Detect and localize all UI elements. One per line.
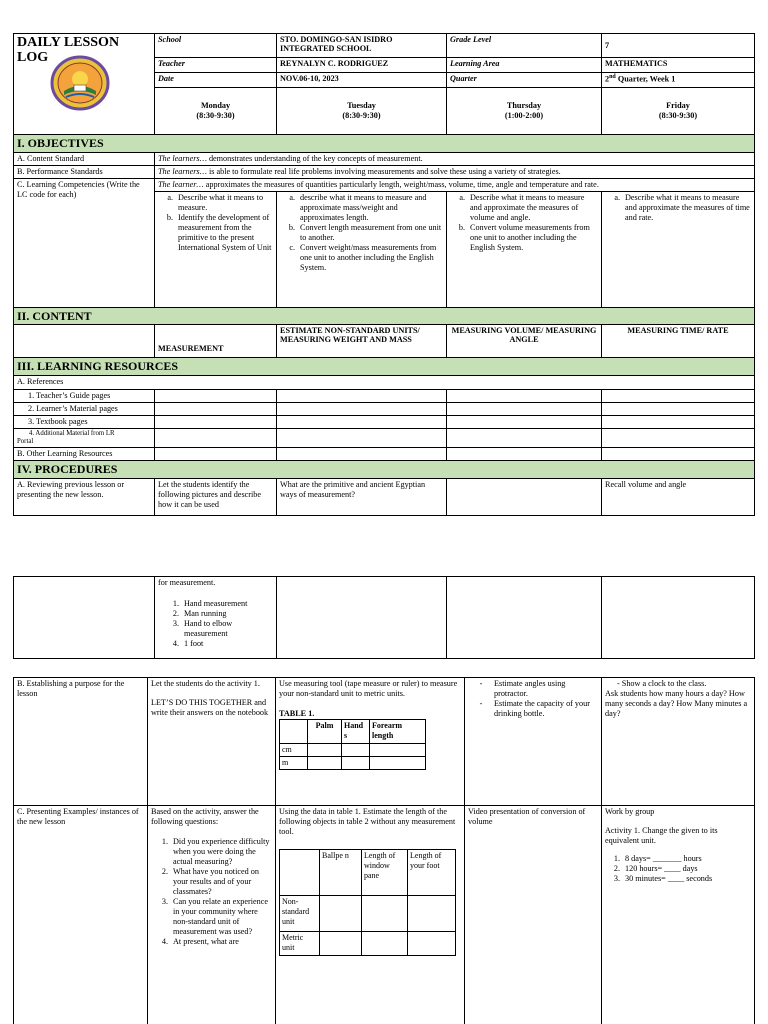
list-item: - Estimate the capacity of your drinking bottle.	[479, 699, 590, 718]
list-item: 2. 120 hours= ____ days	[613, 864, 698, 873]
resource-lm-pages: 2. Learner’s Material pages	[14, 402, 155, 415]
resource-additional: 4. Additional Material from LR Portal	[14, 428, 155, 447]
school-value-line-1: STO. DOMINGO-SAN ISIDRO	[280, 35, 393, 44]
day-header-tuesday: Tuesday (8:30-9:30)	[277, 88, 447, 135]
procedure-b-label: B. Establishing a purpose for the lesson	[14, 678, 148, 806]
title-line-1: DAILY LESSON	[17, 35, 120, 50]
list-item: 3. Can you relate an experience in your community where non-standard unit of measurement was used?	[161, 897, 269, 936]
date-value: NOV.06-10, 2023	[277, 73, 447, 88]
list-item: b. Convert length measurement from one unit to another.	[288, 222, 442, 242]
school-value	[277, 34, 447, 58]
procedure-c-monday: Based on the activity, answer the following questions: 1. Did you experience difficulty when you were doing the actual measuring? 2. What have you noticed on your results and of your classmates? 3. Can you relate an experience in your community where non-standard unit of measurement was used? 4. At present, what are	[148, 806, 276, 1024]
school-label: School	[155, 34, 277, 58]
list-item: 1. Hand measurement	[172, 599, 248, 608]
content-tuesday: ESTIMATE NON-STANDARD UNITS/ MEASURING WEIGHT AND MASS	[277, 325, 447, 358]
table-2-row-nonstandard: Non-standard unit	[280, 896, 320, 932]
procedure-a-friday: Recall volume and angle	[602, 478, 755, 515]
lesson-log-table	[13, 33, 755, 516]
procedure-a-monday-cont: for measurement. 1. Hand measurement 2. Man running 3. Hand to elbow measurement 4. 1 foot	[155, 577, 277, 659]
procedure-b-friday: - Show a clock to the class. Ask students how many hours a day? How many seconds a day? How Many minutes a day?	[602, 678, 755, 806]
competencies-label: C. Learning Competencies (Write the LC code for each)	[14, 178, 155, 307]
content-standard-label: A. Content Standard	[14, 152, 155, 165]
competencies-monday	[155, 191, 277, 307]
list-item: 1. Did you experience difficulty when you were doing the actual measuring?	[161, 837, 270, 866]
competencies-thursday	[447, 191, 602, 307]
performance-standard-value: The learners… is able to formulate real life problems involving measurements and solve these using a variety of strategies.	[155, 165, 755, 178]
area-label: Learning Area	[447, 58, 602, 73]
resources-heading: III. LEARNING RESOURCES	[14, 358, 755, 376]
content-thursday: MEASURING VOLUME/ MEASURING ANGLE	[447, 325, 602, 358]
area-value: MATHEMATICS	[602, 58, 755, 73]
resource-textbook-pages: 3. Textbook pages	[14, 415, 155, 428]
quarter-value: 2nd Quarter, Week 1	[602, 73, 755, 88]
quarter-label: Quarter	[447, 73, 602, 88]
references-label: A. References	[14, 375, 755, 389]
date-label: Date	[155, 73, 277, 88]
teacher-label: Teacher	[155, 58, 277, 73]
procedure-b-tuesday: Use measuring tool (tape measure or ruler) to measure your non-standard unit to metric units. TABLE 1. Palm Hand s Forearm length cm m	[276, 678, 465, 806]
table-1-header-palm: Palm	[308, 720, 342, 744]
content-monday: MEASUREMENT	[155, 325, 277, 358]
list-item: c. Convert weight/mass measurements from one unit to another including the English System.	[289, 242, 437, 272]
list-item: 4. 1 foot	[172, 639, 204, 648]
table-2-header-window: Length of window pane	[362, 850, 408, 896]
procedure-a-thursday	[447, 478, 602, 515]
procedures-table	[13, 677, 755, 1024]
procedure-b-monday: Let the students do the activity 1. LET’S DO THIS TOGETHER and write their answers on the notebook	[148, 678, 276, 806]
list-item: a. Describe what it means to measure.	[167, 192, 264, 212]
procedures-heading: IV. PROCEDURES	[14, 460, 755, 478]
table-1	[279, 719, 426, 770]
title-line-2: LOG	[17, 50, 49, 66]
procedure-c-label: C. Presenting Examples/ instances of the new lesson	[14, 806, 148, 1024]
objectives-heading: I. OBJECTIVES	[14, 135, 755, 153]
table-1-title: TABLE 1.	[279, 709, 315, 718]
list-item: a. describe what it means to measure and approximate mass/weight and approximates length.	[289, 192, 427, 222]
table-1-header-forearm: Forearm length	[370, 720, 426, 744]
procedure-a-label: A. Reviewing previous lesson or presenting the new lesson.	[14, 478, 155, 515]
table-1-header-hands: Hand s	[342, 720, 370, 744]
competencies-tuesday	[277, 191, 447, 307]
list-item: b. Convert volume measurements from one unit to another including the English System.	[458, 222, 590, 252]
performance-standard-label: B. Performance Standards	[14, 165, 155, 178]
content-blank	[14, 325, 155, 358]
table-2-header-foot: Length of your foot	[408, 850, 456, 896]
day-header-monday: Monday (8:30-9:30)	[155, 88, 277, 135]
procedure-b-thursday	[465, 678, 602, 806]
list-item: a. Describe what it means to measure and approximate the measures of volume and angle.	[459, 192, 585, 222]
list-item: - Estimate angles using protractor.	[479, 679, 566, 698]
day-header-friday: Friday (8:30-9:30)	[602, 88, 755, 135]
table-2-header-ballpen: Ballpe n	[320, 850, 362, 896]
list-item: 1. 8 days= _______ hours	[613, 854, 702, 863]
resource-other: B. Other Learning Resources	[14, 447, 155, 460]
list-item: 3. 30 minutes= ____ seconds	[613, 874, 713, 883]
content-friday: MEASURING TIME/ RATE	[602, 325, 755, 358]
teacher-value: REYNALYN C. RODRIGUEZ	[277, 58, 447, 73]
resource-tg-pages: 1. Teacher’s Guide pages	[14, 389, 155, 402]
day-header-thursday: Thursday (1:00-2:00)	[447, 88, 602, 135]
list-item: b. Identify the development of measurement from the primitive to the present International System of Unit	[166, 212, 272, 252]
grade-value: 7	[602, 34, 755, 58]
competencies-friday	[602, 191, 755, 307]
table-1-row-m: m	[280, 756, 308, 769]
table-1-row-cm: cm	[280, 744, 308, 757]
procedure-a-continuation-table	[13, 576, 755, 659]
content-heading: II. CONTENT	[14, 307, 755, 325]
list-item: 2. What have you noticed on your results and of your classmates?	[161, 867, 259, 896]
procedure-c-friday: Work by group Activity 1. Change the given to its equivalent unit. 1. 8 days= _______ hours 2. 120 hours= ____ days 3. 30 minutes= ____ seconds	[602, 806, 755, 1024]
procedure-c-tuesday: Using the data in table 1. Estimate the length of the following objects in table 2 without any measurement tool. Ballpe n Length of window pane Length of your foot Non-standard unit Metric unit	[276, 806, 465, 1024]
school-value-line-2: INTEGRATED SCHOOL	[280, 44, 372, 54]
school-seal-icon	[50, 55, 110, 111]
competencies-value: The learner… approximates the measures of quantities particularly length, weight/mass, volume, time, angle and temperature and rate.	[155, 178, 755, 191]
list-item: 3. Hand to elbow measurement	[172, 619, 233, 638]
lesson-log-page-2	[13, 677, 755, 1024]
procedure-a-monday: Let the students identify the following pictures and describe how it can be used	[155, 478, 277, 515]
content-standard-value: The learners… demonstrates understanding of the key concepts of measurement.	[155, 152, 755, 165]
procedure-a-tuesday: What are the primitive and ancient Egyptian ways of measurement?	[277, 478, 447, 515]
lesson-log-page-1	[13, 33, 755, 516]
table-2	[279, 849, 456, 956]
list-item: 2. Man running	[172, 609, 227, 618]
grade-label: Grade Level	[447, 34, 602, 58]
list-item: a. Describe what it means to measure and approximate the measures of time and rate.	[614, 192, 750, 222]
lesson-log-page-2-top	[13, 576, 755, 659]
procedure-c-thursday: Video presentation of conversion of volume	[465, 806, 602, 1024]
list-item: 4. At present, what are	[161, 937, 239, 946]
table-2-row-metric: Metric unit	[280, 932, 320, 956]
